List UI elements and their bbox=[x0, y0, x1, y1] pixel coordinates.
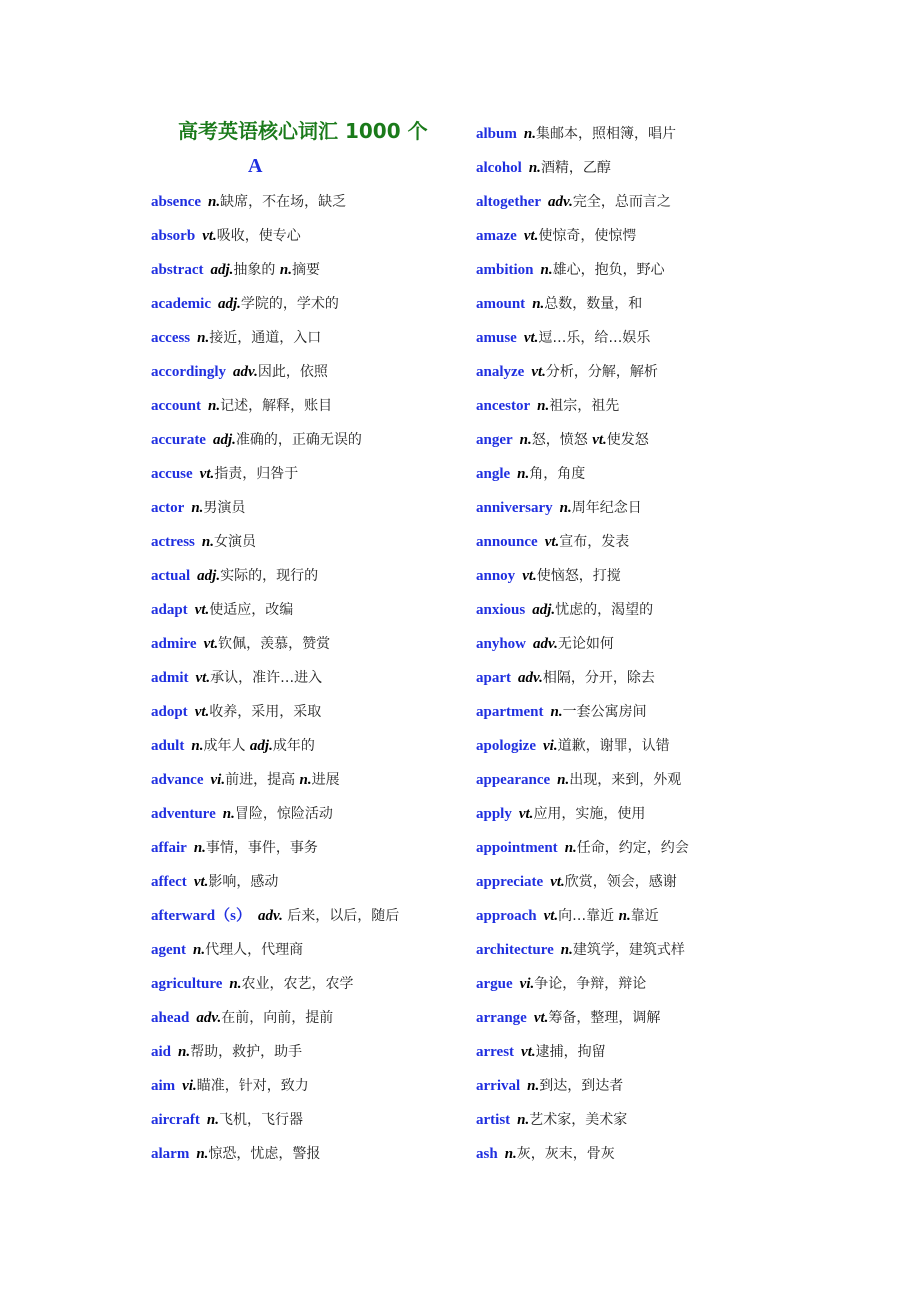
vocab-entry bbox=[476, 970, 689, 1004]
definition: 逗…乐，给…娱乐 bbox=[538, 330, 651, 346]
part-of-speech: n. bbox=[523, 126, 536, 142]
part-of-speech: adv. bbox=[518, 670, 543, 686]
vocab-word: apologize bbox=[476, 738, 536, 754]
vocab-entry bbox=[151, 766, 399, 800]
definition: 缺席，不在场，缺乏 bbox=[220, 194, 347, 210]
definition: 周年纪念日 bbox=[571, 500, 642, 516]
definition: 分析，分解，解析 bbox=[545, 364, 658, 380]
part-of-speech: adj. bbox=[197, 568, 221, 584]
definition: 无论如何 bbox=[557, 636, 614, 652]
part-of-speech-2: n. bbox=[279, 262, 292, 278]
vocab-word: aircraft bbox=[151, 1112, 200, 1128]
vocab-word: apart bbox=[476, 670, 511, 686]
vocab-word: appreciate bbox=[476, 874, 544, 890]
vocab-entry bbox=[151, 1106, 399, 1140]
part-of-speech: vt. bbox=[522, 568, 537, 584]
right-column bbox=[476, 120, 689, 1174]
definition-2: 进展 bbox=[311, 772, 340, 788]
definition: 向…靠近 bbox=[558, 908, 619, 924]
definition: 宣布，发表 bbox=[559, 534, 630, 550]
vocab-word: aim bbox=[151, 1078, 176, 1094]
vocab-word: agent bbox=[151, 942, 186, 958]
definition: 接近，通道，入口 bbox=[209, 330, 322, 346]
vocab-word: amuse bbox=[476, 330, 517, 346]
vocab-word: accurate bbox=[151, 432, 206, 448]
vocab-entry bbox=[476, 460, 689, 494]
part-of-speech: n. bbox=[178, 1044, 191, 1060]
vocab-entry bbox=[151, 630, 399, 664]
vocab-word: apply bbox=[476, 806, 512, 822]
definition: 在前，向前，提前 bbox=[221, 1010, 334, 1026]
part-of-speech: n. bbox=[222, 806, 235, 822]
definition: 筹备，整理，调解 bbox=[548, 1010, 661, 1026]
definition-2: 靠近 bbox=[630, 908, 659, 924]
definition: 吸收，使专心 bbox=[216, 228, 301, 244]
vocab-word: ahead bbox=[151, 1010, 190, 1026]
definition: 道歉，谢罪，认错 bbox=[557, 738, 670, 754]
vocab-entry bbox=[151, 222, 399, 256]
definition: 惊恐，忧虑，警报 bbox=[208, 1146, 321, 1162]
vocab-entry bbox=[476, 1072, 689, 1106]
definition: 欣赏，领会，感谢 bbox=[564, 874, 677, 890]
vocab-entry bbox=[151, 188, 399, 222]
vocab-entry bbox=[476, 426, 689, 460]
part-of-speech: adv. bbox=[533, 636, 558, 652]
vocab-word: architecture bbox=[476, 942, 554, 958]
vocab-word: artist bbox=[476, 1112, 511, 1128]
part-of-speech: n. bbox=[537, 398, 550, 414]
vocab-entry bbox=[476, 1038, 689, 1072]
part-of-speech: vt. bbox=[523, 228, 539, 244]
definition: 酒精，乙醇 bbox=[540, 160, 611, 176]
vocab-entry bbox=[151, 800, 399, 834]
part-of-speech: vt. bbox=[533, 1010, 549, 1026]
vocab-entry bbox=[476, 936, 689, 970]
part-of-speech: n. bbox=[196, 1146, 209, 1162]
part-of-speech: n. bbox=[208, 398, 221, 414]
part-of-speech: adv. bbox=[257, 908, 283, 924]
vocab-entry bbox=[476, 562, 689, 596]
vocab-entry bbox=[476, 358, 689, 392]
vocab-word: amaze bbox=[476, 228, 517, 244]
part-of-speech: adj. bbox=[532, 602, 556, 618]
vocab-word: album bbox=[476, 126, 517, 142]
vocab-word: adapt bbox=[151, 602, 188, 618]
vocab-entry bbox=[151, 902, 399, 936]
vocab-word: accordingly bbox=[151, 364, 226, 380]
vocab-entry bbox=[151, 596, 399, 630]
vocab-word: apartment bbox=[476, 704, 544, 720]
definition: 任命，约定，约会 bbox=[576, 840, 689, 856]
part-of-speech: n. bbox=[201, 534, 214, 550]
part-of-speech: vt. bbox=[199, 466, 215, 482]
definition: 忧虑的，渴望的 bbox=[555, 602, 654, 618]
vocab-entry bbox=[476, 188, 689, 222]
part-of-speech: vi. bbox=[519, 976, 535, 992]
definition: 雄心，抱负，野心 bbox=[552, 262, 665, 278]
vocab-entry bbox=[476, 766, 689, 800]
part-of-speech: n. bbox=[527, 1078, 540, 1094]
definition: 逮捕，拘留 bbox=[535, 1044, 606, 1060]
part-of-speech: vt. bbox=[523, 330, 539, 346]
section-letter: A bbox=[248, 155, 263, 177]
definition: 艺术家，美术家 bbox=[529, 1112, 628, 1128]
definition-2: 摘要 bbox=[291, 262, 320, 278]
vocab-entry bbox=[151, 664, 399, 698]
part-of-speech: adj. bbox=[212, 432, 236, 448]
part-of-speech: n. bbox=[557, 772, 570, 788]
vocab-entry bbox=[151, 1004, 399, 1038]
part-of-speech: n. bbox=[193, 840, 206, 856]
vocab-entry bbox=[151, 698, 399, 732]
definition: 帮助，救护，助手 bbox=[190, 1044, 303, 1060]
vocab-word: analyze bbox=[476, 364, 525, 380]
vocab-entry bbox=[151, 562, 399, 596]
vocab-entry bbox=[476, 596, 689, 630]
definition: 使适应，改编 bbox=[209, 602, 294, 618]
vocab-entry bbox=[476, 1140, 689, 1174]
definition: 事情，事件，事务 bbox=[205, 840, 318, 856]
vocab-word: arrival bbox=[476, 1078, 521, 1094]
vocab-word: anyhow bbox=[476, 636, 527, 652]
vocab-word: ambition bbox=[476, 262, 534, 278]
vocab-entry bbox=[151, 1038, 399, 1072]
part-of-speech: adv. bbox=[547, 194, 573, 210]
vocab-entry bbox=[476, 222, 689, 256]
part-of-speech: vt. bbox=[193, 874, 209, 890]
vocab-entry bbox=[151, 970, 399, 1004]
vocab-word: admit bbox=[151, 670, 189, 686]
vocab-word: agriculture bbox=[151, 976, 223, 992]
part-of-speech: vt. bbox=[518, 806, 534, 822]
definition: 一套公寓房间 bbox=[562, 704, 647, 720]
part-of-speech: n. bbox=[504, 1146, 517, 1162]
part-of-speech: n. bbox=[197, 330, 210, 346]
part-of-speech: n. bbox=[519, 432, 532, 448]
vocab-entry bbox=[476, 1004, 689, 1038]
vocab-word: accuse bbox=[151, 466, 193, 482]
vocab-entry bbox=[476, 290, 689, 324]
part-of-speech: vt. bbox=[194, 602, 210, 618]
vocab-word: appointment bbox=[476, 840, 558, 856]
definition: 祖宗，祖先 bbox=[549, 398, 620, 414]
vocab-word: advance bbox=[151, 772, 204, 788]
definition: 抽象的 bbox=[233, 262, 280, 278]
definition: 到达，到达者 bbox=[539, 1078, 624, 1094]
vocab-word: affair bbox=[151, 840, 187, 856]
vocab-entry bbox=[476, 324, 689, 358]
vocab-word: alarm bbox=[151, 1146, 190, 1162]
vocab-word: afterward（s） bbox=[151, 908, 251, 924]
definition: 灰，灰末，骨灰 bbox=[516, 1146, 615, 1162]
vocab-word: actress bbox=[151, 534, 195, 550]
vocab-entry bbox=[151, 358, 399, 392]
vocab-entry bbox=[476, 1106, 689, 1140]
part-of-speech: vt. bbox=[202, 228, 217, 244]
vocab-word: academic bbox=[151, 296, 211, 312]
vocab-entry bbox=[476, 494, 689, 528]
definition: 总数，数量，和 bbox=[544, 296, 643, 312]
definition: 使恼怒，打搅 bbox=[536, 568, 621, 584]
definition: 代理人，代理商 bbox=[205, 942, 304, 958]
definition: 飞机，飞行器 bbox=[218, 1112, 303, 1128]
definition: 角，角度 bbox=[529, 466, 586, 482]
part-of-speech: n. bbox=[517, 1112, 530, 1128]
part-of-speech: n. bbox=[191, 738, 204, 754]
definition: 应用，实施，使用 bbox=[533, 806, 646, 822]
part-of-speech: vt. bbox=[195, 670, 211, 686]
part-of-speech: n. bbox=[550, 704, 563, 720]
part-of-speech: vi. bbox=[210, 772, 226, 788]
part-of-speech-2: n. bbox=[618, 908, 631, 924]
vocab-entry bbox=[151, 494, 399, 528]
vocab-word: announce bbox=[476, 534, 538, 550]
vocab-word: account bbox=[151, 398, 201, 414]
vocab-word: abstract bbox=[151, 262, 204, 278]
definition: 使惊奇，使惊愕 bbox=[538, 228, 637, 244]
vocab-entry bbox=[476, 392, 689, 426]
vocab-word: adopt bbox=[151, 704, 188, 720]
definition: 后来，以后，随后 bbox=[282, 908, 400, 924]
definition: 前进，提高 bbox=[225, 772, 300, 788]
definition: 瞄准，针对，致力 bbox=[196, 1078, 309, 1094]
definition: 男演员 bbox=[203, 500, 246, 516]
vocab-word: adventure bbox=[151, 806, 216, 822]
vocab-word: argue bbox=[476, 976, 513, 992]
definition: 完全，总而言之 bbox=[572, 194, 671, 210]
definition: 指责，归咎于 bbox=[214, 466, 299, 482]
definition: 怒，愤怒 bbox=[531, 432, 593, 448]
definition: 承认，准许…进入 bbox=[210, 670, 323, 686]
vocab-entry bbox=[151, 732, 399, 766]
vocab-entry bbox=[476, 732, 689, 766]
vocab-word: arrest bbox=[476, 1044, 515, 1060]
vocab-word: adult bbox=[151, 738, 185, 754]
vocab-word: affect bbox=[151, 874, 187, 890]
part-of-speech: n. bbox=[206, 1112, 219, 1128]
part-of-speech: vt. bbox=[531, 364, 546, 380]
left-column bbox=[151, 188, 399, 1174]
definition: 冒险，惊险活动 bbox=[234, 806, 333, 822]
definition: 出现，来到，外观 bbox=[569, 772, 682, 788]
vocab-word: ancestor bbox=[476, 398, 531, 414]
vocab-word: absence bbox=[151, 194, 201, 210]
part-of-speech: n. bbox=[532, 296, 545, 312]
part-of-speech: vt. bbox=[544, 534, 560, 550]
vocab-entry bbox=[476, 528, 689, 562]
vocab-entry bbox=[151, 528, 399, 562]
definition: 学院的，学术的 bbox=[240, 296, 339, 312]
vocab-word: approach bbox=[476, 908, 537, 924]
part-of-speech: n. bbox=[564, 840, 577, 856]
part-of-speech: n. bbox=[528, 160, 541, 176]
definition: 相隔，分开，除去 bbox=[542, 670, 655, 686]
part-of-speech: adj. bbox=[210, 262, 234, 278]
vocab-word: ash bbox=[476, 1146, 498, 1162]
vocab-entry bbox=[476, 698, 689, 732]
part-of-speech: vt. bbox=[194, 704, 210, 720]
definition: 准确的，正确无误的 bbox=[235, 432, 362, 448]
part-of-speech: vt. bbox=[203, 636, 219, 652]
part-of-speech: n. bbox=[208, 194, 221, 210]
vocab-word: aid bbox=[151, 1044, 172, 1060]
definition: 女演员 bbox=[213, 534, 256, 550]
part-of-speech: vt. bbox=[543, 908, 559, 924]
vocab-word: admire bbox=[151, 636, 197, 652]
part-of-speech: vt. bbox=[550, 874, 565, 890]
vocab-word: annoy bbox=[476, 568, 516, 584]
part-of-speech: vt. bbox=[521, 1044, 536, 1060]
part-of-speech: n. bbox=[540, 262, 553, 278]
part-of-speech-2: n. bbox=[299, 772, 312, 788]
vocab-entry bbox=[476, 902, 689, 936]
vocab-word: arrange bbox=[476, 1010, 527, 1026]
part-of-speech: n. bbox=[559, 500, 572, 516]
part-of-speech: n. bbox=[560, 942, 573, 958]
vocab-word: amount bbox=[476, 296, 526, 312]
definition: 收养，采用，采取 bbox=[209, 704, 322, 720]
vocab-entry bbox=[151, 256, 399, 290]
vocab-entry bbox=[151, 936, 399, 970]
vocab-word: appearance bbox=[476, 772, 551, 788]
vocab-entry bbox=[151, 1140, 399, 1174]
vocab-entry bbox=[151, 834, 399, 868]
vocab-entry bbox=[476, 630, 689, 664]
vocab-entry bbox=[151, 392, 399, 426]
part-of-speech: n. bbox=[193, 942, 206, 958]
vocab-word: absorb bbox=[151, 228, 196, 244]
vocab-word: alcohol bbox=[476, 160, 522, 176]
definition: 集邮本，照相簿，唱片 bbox=[535, 126, 676, 142]
part-of-speech-2: adj. bbox=[249, 738, 273, 754]
definition: 建筑学，建筑式样 bbox=[572, 942, 685, 958]
vocab-word: actual bbox=[151, 568, 191, 584]
vocab-entry bbox=[151, 324, 399, 358]
vocab-word: angle bbox=[476, 466, 511, 482]
vocab-entry bbox=[476, 800, 689, 834]
vocab-entry bbox=[151, 868, 399, 902]
definition: 影响，感动 bbox=[208, 874, 279, 890]
vocab-word: access bbox=[151, 330, 191, 346]
part-of-speech: vi. bbox=[182, 1078, 197, 1094]
definition-2: 成年的 bbox=[272, 738, 315, 754]
page-title: 高考英语核心词汇 1000 个 bbox=[178, 119, 428, 143]
definition: 成年人 bbox=[203, 738, 250, 754]
part-of-speech: adv. bbox=[196, 1010, 222, 1026]
vocab-word: actor bbox=[151, 500, 185, 516]
part-of-speech: n. bbox=[191, 500, 204, 516]
vocab-entry bbox=[151, 426, 399, 460]
vocab-entry bbox=[151, 1072, 399, 1106]
vocab-word: anniversary bbox=[476, 500, 553, 516]
vocab-entry bbox=[476, 120, 689, 154]
part-of-speech-2: vt. bbox=[592, 432, 607, 448]
vocab-entry bbox=[476, 154, 689, 188]
vocab-entry bbox=[151, 460, 399, 494]
definition: 实际的，现行的 bbox=[220, 568, 319, 584]
definition: 争论，争辩，辩论 bbox=[534, 976, 647, 992]
definition: 钦佩，羡慕，赞赏 bbox=[218, 636, 331, 652]
part-of-speech: adj. bbox=[217, 296, 241, 312]
vocab-word: altogether bbox=[476, 194, 541, 210]
vocab-entry bbox=[151, 290, 399, 324]
vocab-word: anger bbox=[476, 432, 513, 448]
vocab-entry bbox=[476, 256, 689, 290]
part-of-speech: adv. bbox=[233, 364, 258, 380]
definition: 因此，依照 bbox=[257, 364, 328, 380]
part-of-speech: n. bbox=[229, 976, 242, 992]
part-of-speech: vi. bbox=[543, 738, 558, 754]
definition-2: 使发怒 bbox=[606, 432, 649, 448]
definition: 农业，农艺，农学 bbox=[241, 976, 354, 992]
definition: 记述，解释，账目 bbox=[220, 398, 333, 414]
vocab-word: anxious bbox=[476, 602, 526, 618]
part-of-speech: n. bbox=[517, 466, 530, 482]
vocab-entry bbox=[476, 664, 689, 698]
vocab-entry bbox=[476, 868, 689, 902]
vocab-entry bbox=[476, 834, 689, 868]
